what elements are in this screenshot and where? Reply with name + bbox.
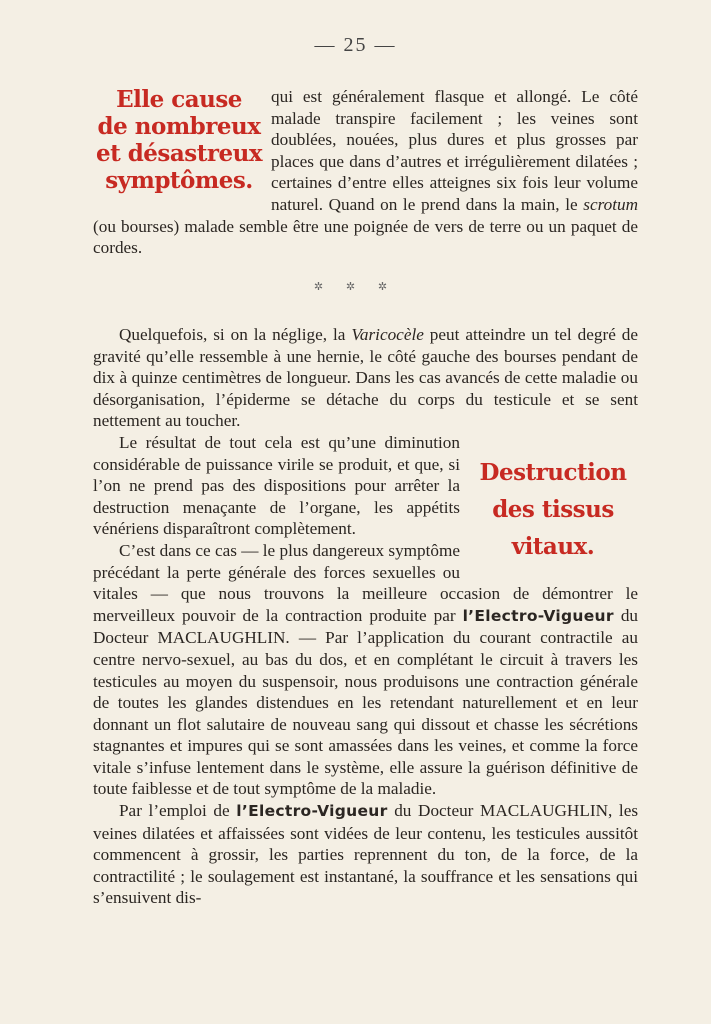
paragraph-text: Par l’emploi de [119,801,237,821]
paragraph-text: du Docteur MACLAUGHLIN, les veines dilatées et affaissées sont vidées de leur contenu, les testicules aussitôt commencent à grossir, les parties reprennent du ton, de la force, de la contractilité ; le soulagement est instantané, la souffrance et les sensations qui s’ensuivent dis- [93,801,639,908]
paragraph-varicocele [93,324,638,432]
sidenote-line: et désastreux [95,140,263,167]
brand-name: l’Electro-Vigueur [462,606,614,625]
paragraph-text: peut atteindre un tel degré de gravité qu’elle ressemble à une hernie, le côté gauche des bourses pendant de dix à quinze centimètres de longueur. Dans les cas avancés de cette maladie ou désorganisation, l’épiderme se détache du corps du testicule et se sent nettement au toucher. [93,325,638,431]
sidenote-line: vitaux. [511,532,595,560]
paragraph-electro-vigueur [93,540,638,800]
paragraph-text: C’est dans ce cas — le plus dangereux symptôme précédant la perte générale des forces sexuelles ou vitales — que nous trouvons la meilleure occasion de démontrer le merveilleux pouvoir de la contraction produite par [93,540,638,625]
sidenote-cause-symptoms [93,86,265,194]
sidenote-line: Elle cause [116,86,242,113]
brand-name: l’Electro-Vigueur [236,802,388,821]
page-number: — 25 — [314,34,397,56]
paragraph-text: Quelquefois, si on la néglige, la [119,325,352,344]
paragraph-text: (ou bourses) malade semble être une poignée de vers de terre ou un paquet de cordes. [93,216,638,258]
section-separator: ✲ ✲ ✲ [313,281,398,293]
paragraph-intro [93,86,638,259]
paragraph-text: qui est généralement flasque et allongé. Le côté malade transpire facilement ; les veines sont doublées, nouées, plus dures et plus grosses par places que dans d’autres et irrégulièrement dilatées ; certaines d’entre elles atteignes six fois leur volume naturel. Quand on le prend dans la main, le [271,87,638,214]
paragraph-result: Le résultat de tout cela est qu’une diminution considérable de puissance virile se produit, et que, si l’on ne prend pas des dispositions pour arrêter la destruction menaçante de l’organe, les appétits vénériens disparaîtront complètement. [93,432,460,539]
sidenote-line: Destruction [479,458,627,486]
sidenote-line: de nombreux [97,113,261,140]
sidenote-destruction [468,454,638,565]
sidenote-line: des tissus [492,495,614,523]
term-scrotum: scrotum [583,194,638,214]
paragraph-text: du Docteur MACLAUGHLIN. — Par l’application du courant contractile au centre nervo-sexuel, au bas du dos, et en complétant le circuit à travers les testicules au moyen du suspensoir, nous produisons une contraction générale de toutes les glandes distendues en les retendant naturellement et en leur donnant un flot salutaire de nouveau sang qui dissout et chasse les sécrétions stagnantes et impures qui se sont amassées dans les veines, et comme la force vitale s’infuse lentement dans le système, elle assure la guérison définitive de toute faiblesse et de tout symptôme de la maladie. [93,605,639,799]
main-text [93,324,638,909]
sidenote-line: symptômes. [105,167,253,194]
paragraph-usage [93,800,638,909]
term-varicocele: Varicocèle [351,325,424,344]
